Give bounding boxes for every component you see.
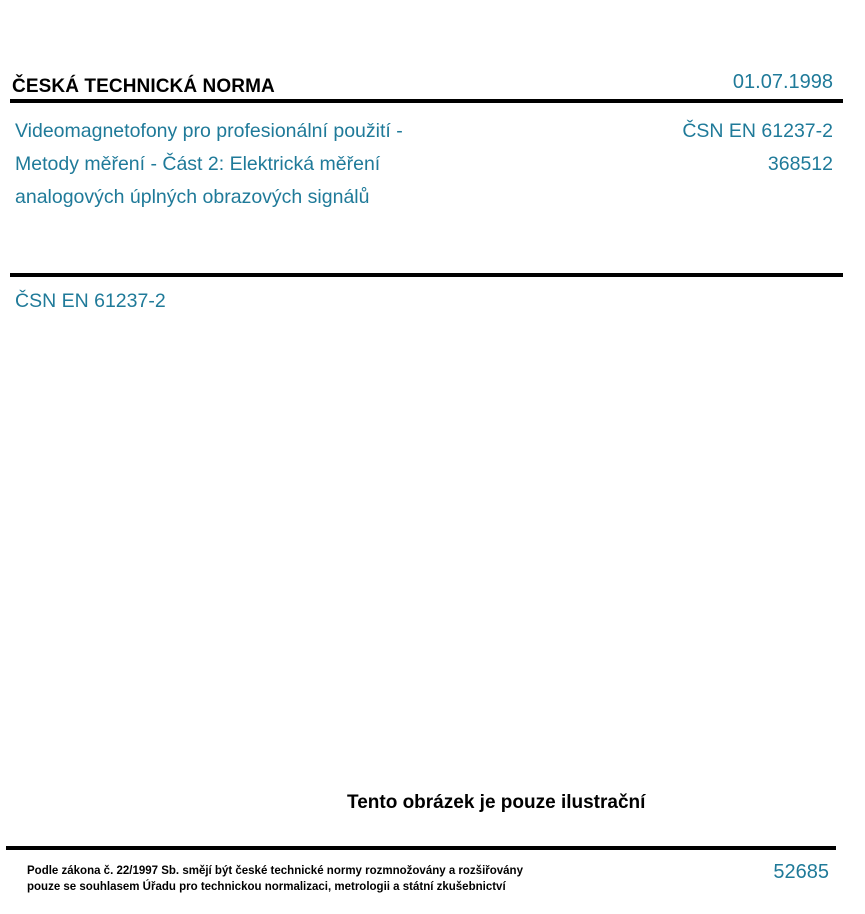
title-line: analogových úplných obrazových signálů	[15, 186, 370, 208]
legal-notice	[27, 863, 523, 895]
document-type-heading: ČESKÁ TECHNICKÁ NORMA	[12, 76, 275, 97]
footer-divider	[6, 846, 836, 850]
document-title	[15, 115, 575, 214]
issue-date: 01.07.1998	[732, 71, 833, 93]
title-line: Videomagnetofony pro profesionální použití -	[15, 120, 403, 142]
section-divider	[10, 273, 843, 277]
classification-code: 368512	[767, 153, 833, 175]
document-number: 52685	[773, 861, 829, 883]
header-divider	[10, 99, 843, 103]
illustration-note: Tento obrázek je pouze ilustrační	[347, 792, 646, 813]
legal-line: Podle zákona č. 22/1997 Sb. smějí být české technické normy rozmnožovány a rozšiřovány	[27, 865, 523, 877]
legal-line: pouze se souhlasem Úřadu pro technickou normalizaci, metrologii a státní zkušebnictví	[27, 881, 506, 893]
document-codes	[682, 115, 833, 181]
standard-code: ČSN EN 61237-2	[682, 120, 833, 142]
title-line: Metody měření - Část 2: Elektrická měření	[15, 153, 381, 175]
body-standard-code: ČSN EN 61237-2	[15, 290, 166, 312]
